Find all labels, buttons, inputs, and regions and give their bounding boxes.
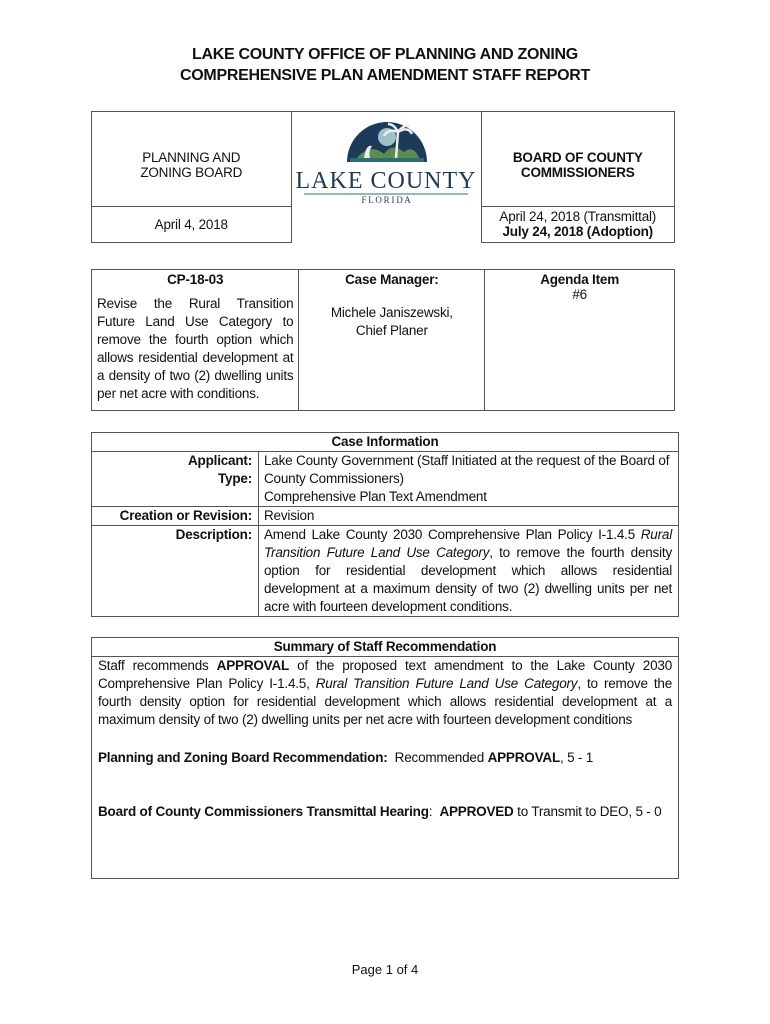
- staff-rec-category: Rural Transition Future Land Use Category: [315, 676, 578, 691]
- description-text-cont: , to remove the fourth density option for residential development which allows residential development at a maximum density of two (2) dwelling units per net acre with fourteen development conditions.: [264, 545, 673, 614]
- case-manager-cell: [299, 270, 485, 411]
- description-label: Description:: [92, 526, 259, 617]
- bcc-hearing-dates: [481, 207, 675, 242]
- recommendation-table: [91, 637, 679, 879]
- case-information-table: [91, 432, 679, 617]
- staff-rec-decision: APPROVAL: [216, 658, 290, 673]
- hearing-boards-table: [91, 111, 675, 243]
- pz-board-name: PLANNING AND: [142, 150, 241, 165]
- bcc-hearing-label: Board of County Commissioners Transmittal Hearing: [98, 804, 429, 819]
- agenda-item-cell: [485, 270, 675, 411]
- bcc-transmittal-hearing: [98, 803, 672, 821]
- description-text: Amend Lake County 2030 Comprehensive Plan Policy I-1.4.5: [264, 527, 641, 542]
- pz-hearing-date: April 4, 2018: [92, 207, 292, 242]
- bcc-hearing-decision: APPROVED: [439, 804, 514, 819]
- bcc-board-cell: [481, 112, 675, 207]
- pz-rec-text: Recommended: [394, 750, 488, 765]
- staff-rec-text-3: , to remove the fourth density option for residential development which allows residential development at a maximum density of two (2) dwelling units per net acre with fourteen development conditions: [98, 676, 673, 727]
- case-information-heading: Case Information: [92, 433, 679, 452]
- type-label: Type:: [217, 471, 252, 486]
- logo-water: [350, 158, 424, 162]
- creation-value: Revision: [259, 507, 679, 526]
- staff-rec-text-2: of the proposed text amendment to the Lake County 2030 Comprehensive Plan Policy I-1.4.5,: [98, 658, 673, 691]
- pz-rec-label: Planning and Zoning Board Recommendation:: [98, 750, 388, 765]
- applicant-type-labels: [92, 452, 259, 507]
- logo-subtitle: F L O R I D A: [360, 195, 411, 205]
- description-value: [259, 526, 679, 617]
- case-number-cell: [92, 270, 299, 411]
- bcc-hearing-colon: :: [428, 804, 433, 819]
- bcc-board-name-2: COMMISSIONERS: [520, 165, 635, 180]
- case-description: Revise the Rural Transition Future Land Use Category to remove the fourth option which allows residential development at a density of two (2) dwelling units per net acre with conditions.: [97, 296, 294, 401]
- logo-cell: [291, 112, 481, 243]
- case-manager-title: Chief Planer: [355, 323, 428, 338]
- bcc-transmittal-date: April 24, 2018 (Transmittal): [499, 209, 657, 225]
- applicant-label: Applicant:: [188, 453, 252, 468]
- bcc-board-name: BOARD OF COUNTY: [512, 150, 643, 165]
- pz-board-cell: [92, 112, 292, 207]
- bcc-adoption-date: July 24, 2018 (Adoption): [502, 224, 653, 240]
- recommendation-heading: Summary of Staff Recommendation: [92, 638, 679, 657]
- staff-recommendation: [98, 657, 672, 729]
- applicant-type-values: [259, 452, 679, 507]
- logo-wordmark: LAKE COUNTY: [295, 168, 476, 194]
- case-number: CP-18-03: [167, 272, 224, 287]
- staff-rec-text: Staff recommends: [98, 658, 217, 673]
- pz-rec-decision: APPROVAL: [487, 750, 560, 765]
- lake-county-logo: [292, 112, 481, 242]
- bcc-hearing-text: to Transmit to DEO, 5 - 0: [513, 804, 662, 819]
- case-manager-label: Case Manager:: [345, 272, 439, 287]
- applicant-value-cont: County Commissioners): [264, 471, 404, 486]
- page-number: Page 1 of 4: [351, 962, 419, 977]
- applicant-value: Lake County Government (Staff Initiated at the request of the Board of: [264, 453, 670, 468]
- pz-recommendation: [98, 749, 672, 767]
- pz-board-name-2: ZONING BOARD: [140, 165, 243, 180]
- pz-rec-vote: , 5 - 1: [559, 750, 594, 765]
- report-title-line1: LAKE COUNTY OFFICE OF PLANNING AND ZONING: [192, 46, 578, 63]
- agenda-item-label: Agenda Item: [540, 272, 620, 287]
- description-category: Rural Transition Future Land Use Category: [264, 527, 672, 560]
- case-manager-name: Michele Janiszewski,: [330, 305, 453, 320]
- report-title-line2: COMPREHENSIVE PLAN AMENDMENT STAFF REPORT: [180, 67, 590, 84]
- type-value: Comprehensive Plan Text Amendment: [264, 489, 487, 504]
- case-summary-table: [91, 269, 675, 411]
- recommendation-body: [92, 657, 679, 879]
- creation-label: Creation or Revision:: [92, 507, 259, 526]
- agenda-item-number: #6: [572, 287, 587, 302]
